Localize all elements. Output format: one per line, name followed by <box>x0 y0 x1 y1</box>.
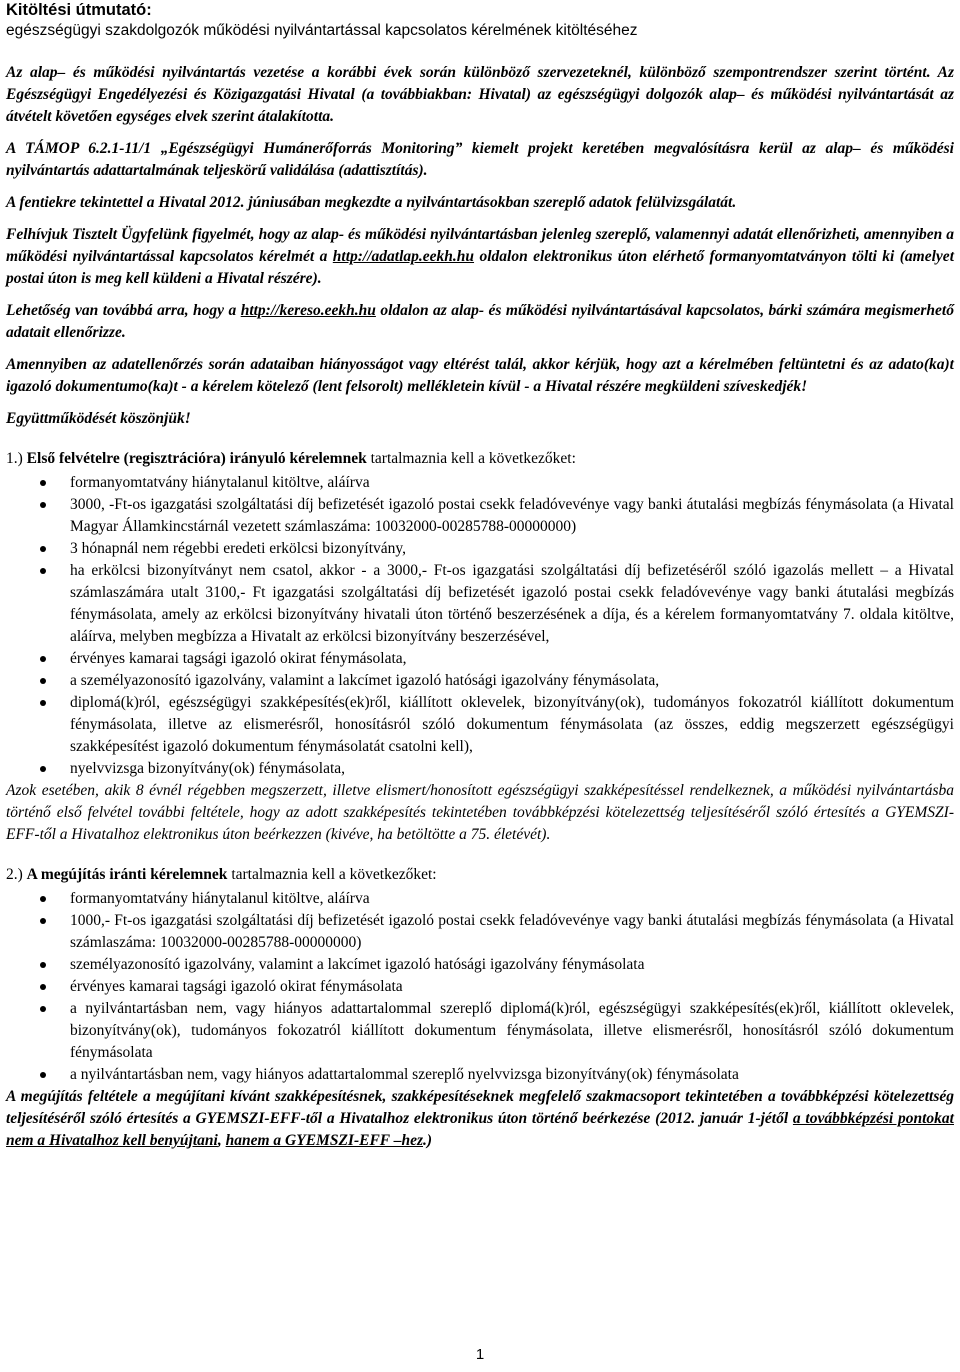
kereso-link[interactable]: http://kereso.eekh.hu <box>240 302 376 319</box>
intro-paragraph-4 <box>6 224 954 290</box>
section-1-rest: tartalmaznia kell a következőket: <box>366 450 576 467</box>
section-1-number: 1.) <box>6 450 27 467</box>
section-1-title: Első felvételre (regisztrációra) irányuló kérelemnek <box>26 450 367 467</box>
list-item: 1000,- Ft-os igazgatási szolgáltatási díj befizetését igazoló postai csekk feladóvevénye vagy banki átutalási megbízás fénymásolata (a Hivatal számlaszáma: 10032000-00285788-00000000) <box>70 910 954 954</box>
intro-paragraph-2: A TÁMOP 6.2.1-11/1 „Egészségügyi Humánerőforrás Monitoring” kiemelt projekt keretében megvalósításra kerül az alap– és működési nyilvántartás adattartalmának teljeskörű validálása (adattisztítás). <box>6 140 954 179</box>
list-item: érvényes kamarai tagsági igazoló okirat fénymásolata, <box>70 648 954 670</box>
list-item: 3 hónapnál nem régebbi eredeti erkölcsi bizonyítvány, <box>70 538 954 560</box>
intro-paragraph-3: A fentiekre tekintettel a Hivatal 2012. júniusában megkezdte a nyilvántartásokban szereplő adatok felülvizsgálatát. <box>6 194 737 211</box>
list-item: formanyomtatvány hiánytalanul kitöltve, aláírva <box>70 888 954 910</box>
page-number: 1 <box>475 1346 485 1363</box>
section-2-title: A megújítás iránti kérelemnek <box>26 866 228 883</box>
document-title: Kitöltési útmutató: <box>6 1 152 19</box>
list-item: ha erkölcsi bizonyítványt nem csatol, akkor - a 3000,- Ft-os igazgatási szolgáltatási díj befizetéséről szóló igazolás mellett – a Hivatal számlaszámára utalt 3100,- Ft igazgatási szolgáltatási díj befizetését igazoló postai csekk feladóvevénye vagy banki átutalási megbízás fénymásolata, amely az erkölcsi bizonyítvány hivatali úton történő beszerzésének a díja, és a kérelem formanyomtatvány 7. oldala kitöltve, aláírva, melyben megbízza a Hivatalt az erkölcsi bizonyítvány beszerzésével, <box>70 560 954 648</box>
section-1-list <box>6 472 954 780</box>
p5-text-b: oldalon az alap- és működési nyilvántartásával kapcsolatos, bárki számára megismerhető adatait ellenőrizze. <box>6 302 954 341</box>
section-1-note: Azok esetében, akik 8 évnél régebben megszerzett, illetve elismert/honosított egészségügyi szakképesítéssel rendelkeznek, a működési nyilvántartásba történő első felvétel további feltétele, hogy az adott szakképesítés tekintetében továbbképzési kötelezettség teljesítéséről szóló értesítés a GYEMSZI-EFF-től a Hivatalhoz elektronikus úton beérkezzen (kivéve, ha betöltötte a 75. életévét). <box>6 782 954 843</box>
intro-paragraph-6: Amennyiben az adatellenőrzés során adataiban hiányosságot vagy eltérést talál, akkor kérjük, hogy azt a kérelmében feltüntetni és az adato(ka)t igazoló dokumentumo(ka)t - a kérelem kötelező (lent felsorolt) mellékletein kívül - a Hivatal részére megküldeni szíveskedjék! <box>6 356 954 395</box>
list-item: diplomá(k)ról, egészségügyi szakképesítés(ek)ről, kiállított oklevelek, bizonyítvány(ok), tudományos fokozatról kiállított dokumentum fénymásolata, illetve az elismerésről, honosításról szóló dokumentum fénymásolata (az összes, eddig megszerzett egészségügyi szakképesítést igazoló dokumentum fénymásolatát csatolni kell), <box>70 692 954 758</box>
section-2-list <box>6 888 954 1086</box>
list-item: személyazonosító igazolvány, valamint a lakcímet igazoló hatósági igazolvány fénymásolata <box>70 954 954 976</box>
list-item: 3000, -Ft-os igazgatási szolgáltatási díj befizetését igazoló postai csekk feladóvevénye vagy banki átutalási megbízás fénymásolata (a Hivatal Magyar Államkincstárnál vezetett számlaszáma: 10032000-00285788-00000000) <box>70 494 954 538</box>
note-underline-2: hanem a GYEMSZI-EFF –hez <box>225 1132 423 1149</box>
section-2-rest: tartalmaznia kell a következőket: <box>227 866 437 883</box>
note-text-a: A megújítás feltétele a megújítani kívánt szakképesítésnek, szakképesítéseknek megfelelő szakmacsoport tekintetében a továbbképzési kötelezettség teljesítéséről szóló értesítés a GYEMSZI-EFF-től a Hivatalhoz elektronikus úton történő beérkezése (2012. január 1-jétől <box>6 1088 954 1127</box>
list-item: a nyilvántartásban nem, vagy hiányos adattartalommal szereplő nyelvvizsga bizonyítvány(ok) fénymásolata <box>70 1064 954 1086</box>
list-item: a nyilvántartásban nem, vagy hiányos adattartalommal szereplő diplomá(k)ról, egészségügyi szakképesítés(ek)ről, kiállított oklevelek, bizonyítvány(ok), tudományos fokozatról kiállított dokumentum fénymásolata, illetve elismerésről, honosításról szóló dokumentum fénymásolata <box>70 998 954 1064</box>
document-subtitle: egészségügyi szakdolgozók működési nyilvántartással kapcsolatos kérelmének kitöltéséhez <box>6 22 638 39</box>
list-item: formanyomtatvány hiánytalanul kitöltve, aláírva <box>70 472 954 494</box>
p5-text-a: Lehetőség van továbbá arra, hogy a <box>6 302 241 319</box>
note-text-c: .) <box>423 1132 433 1149</box>
list-item: nyelvvizsga bizonyítvány(ok) fénymásolata, <box>70 758 954 780</box>
thanks-line: Együttműködését köszönjük! <box>6 410 191 427</box>
note-underline-1: a továbbképzési pontokat nem a Hivatalhoz kell benyújtani <box>6 1110 954 1149</box>
section-2-note <box>6 1086 954 1152</box>
note-text-b: , <box>217 1132 226 1149</box>
p4-text-a: Felhívjuk Tisztelt Ügyfelünk figyelmét, hogy az alap- és működési nyilvántartásban jelenleg szereplő, valamennyi adatát ellenőrizheti, amennyiben a működési nyilvántartással kapcsolatos kérelmét a <box>6 226 954 265</box>
list-item: a személyazonosító igazolvány, valamint a lakcímet igazoló hatósági igazolvány fénymásolata, <box>70 670 954 692</box>
section-2-number: 2.) <box>6 866 27 883</box>
section-1-heading <box>6 448 954 470</box>
intro-paragraph-5 <box>6 300 954 344</box>
adatlap-link[interactable]: http://adatlap.eekh.hu <box>332 248 475 265</box>
list-item: érvényes kamarai tagsági igazoló okirat fénymásolata <box>70 976 954 998</box>
intro-paragraph-1: Az alap– és működési nyilvántartás vezetése a korábbi évek során különböző szervezeteknél, különböző szempontrendszer szerint történt. Az Egészségügyi Engedélyezési és Közigazgatási Hivatal (a továbbiakban: Hivatal) az egészségügyi dolgozók alap– és működési nyilvántartását az átvételt követően egységes elvek szerint átalakította. <box>6 64 954 125</box>
p4-text-b: oldalon elektronikus úton elérhető formanyomtatványon tölti ki (amelyet postai úton is meg kell küldeni a Hivatal részére). <box>6 248 954 287</box>
section-2-heading <box>6 864 954 886</box>
